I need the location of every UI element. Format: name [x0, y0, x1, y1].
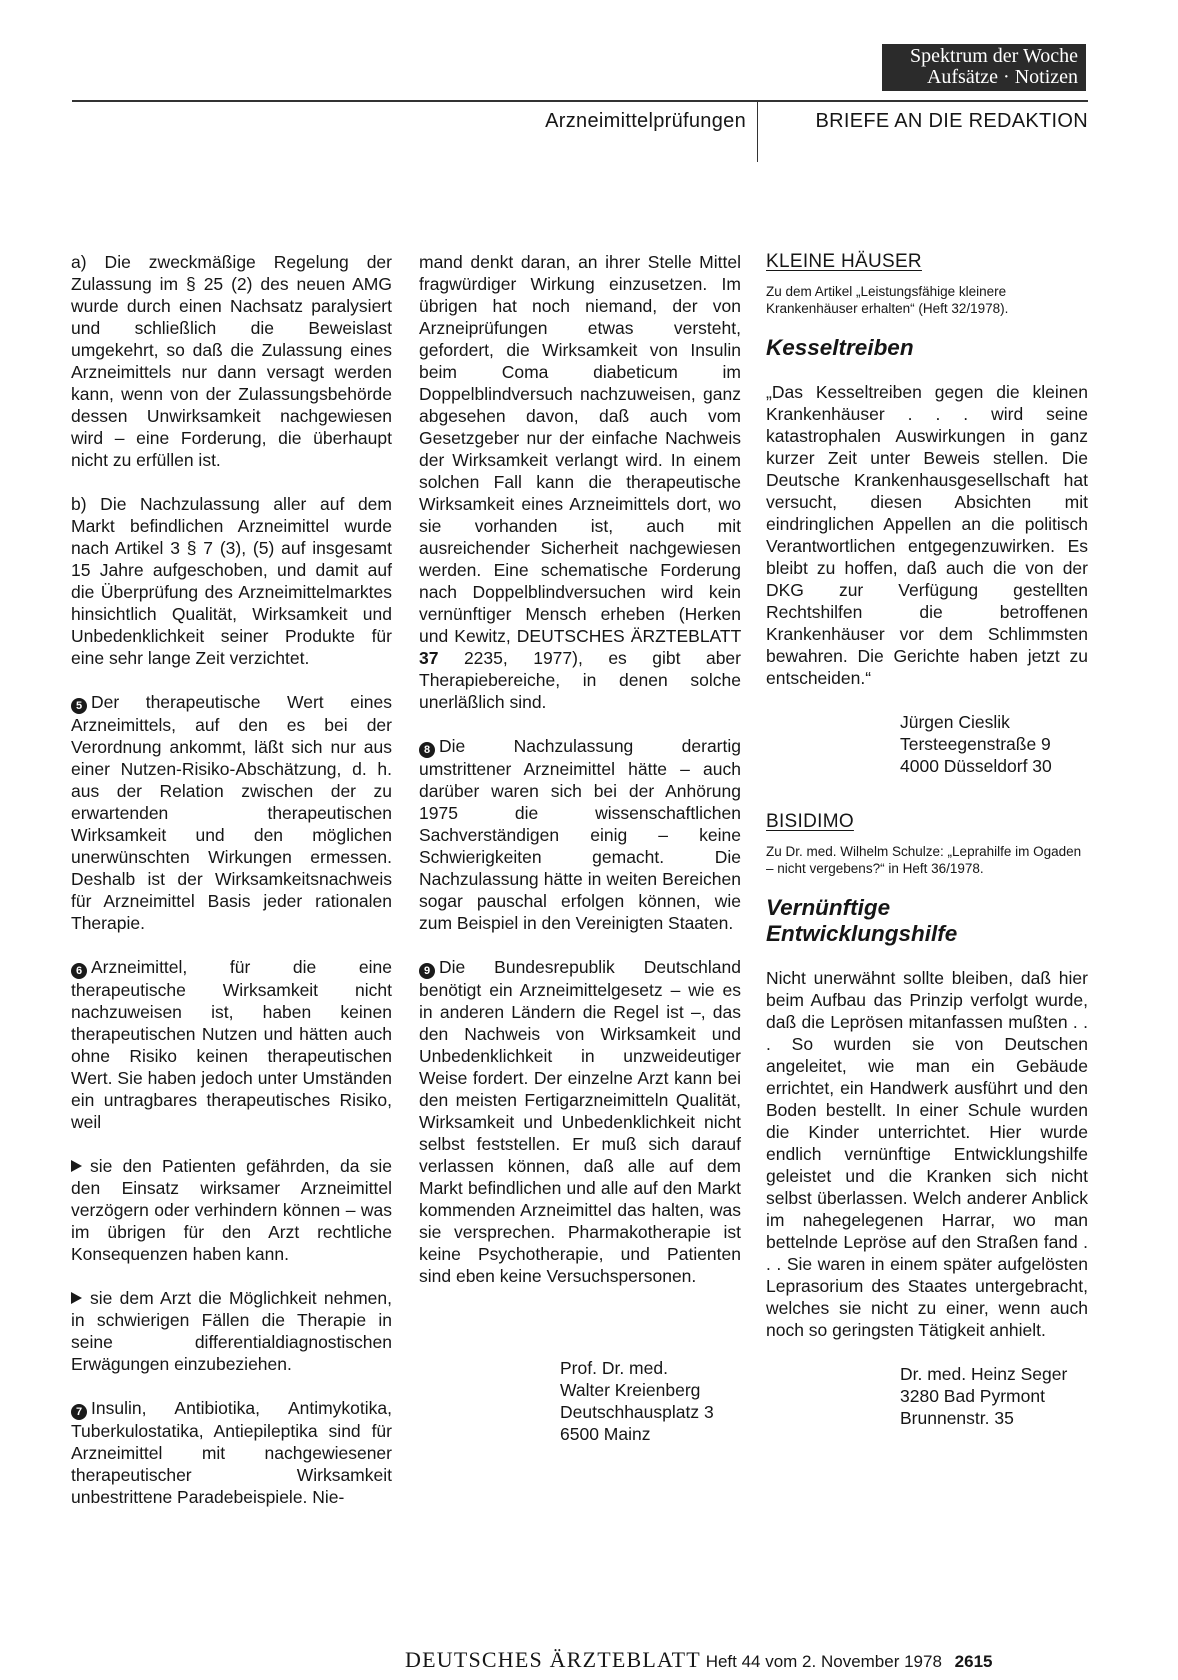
- triangle-bullet-icon: [71, 1292, 82, 1304]
- point-number-7: 7: [71, 1404, 87, 1420]
- point-number-5: 5: [71, 698, 87, 714]
- letter-body-1: „Das Kesseltreiben gegen die kleinen Krankenhäuser . . . wird seine katastrophalen Auswirkungen in ganz kurzer Zeit unter Beweis stellen. Die Deutsche Krankenhausgesellschaft hat versucht, diesen Absichten mit eindringlichen Appellen an die politisch Verantwortlichen entgegenzuwirken. Es bleibt zu hoffen, daß auch die von der DKG zur Verfügung gestellten Rechtshilfen die betroffenen Krankenhäuser vor dem Schlimmsten bewahren. Die Gerichte haben jetzt zu entscheiden.“: [766, 382, 1088, 688]
- header-rule: [72, 100, 1088, 102]
- letter-heading-2-line-1: Vernünftige: [766, 895, 891, 920]
- letter-reference-1: Zu dem Artikel „Leistungsfähige kleinere Krankenhäuser erhalten“ (Heft 32/1978).: [766, 284, 1009, 316]
- author-line: Tersteegenstraße 9: [900, 734, 1051, 754]
- point-number-8: 8: [419, 742, 435, 758]
- author-line: Jürgen Cieslik: [900, 712, 1010, 732]
- journal-name: DEUTSCHES ÄRZTEBLATT: [405, 1647, 701, 1672]
- letter-category-1: KLEINE HÄUSER: [766, 251, 922, 272]
- paragraph-5: [71, 691, 392, 934]
- letter-heading-2-line-2: Entwicklungshilfe: [766, 921, 958, 946]
- bullet-1: [71, 1155, 392, 1265]
- author-line: 4000 Düsseldorf 30: [900, 756, 1052, 776]
- letter-heading-2: [766, 895, 1088, 947]
- paragraph-8-text: Die Nachzulassung derartig umstrittener Arzneimittel hätte – auch darüber waren sich bei der Anhörung 1975 die wissenschaftlichen Sachverständigen einig – keine Schwierigkeiten gemacht. Die Nachzulassung hätte in weiten Bereichen sogar pauschal erfolgen können, wie zum Beispiel in den Vereinigten Staaten.: [419, 736, 741, 933]
- paragraph-continued: [419, 251, 741, 713]
- paragraph-5-text: Der therapeutische Wert eines Arzneimittels, auf den es bei der Verordnung ankommt, läßt sich nur aus einer Nutzen-Risiko-Abschätzung, d. h. aus der Relation zwischen der zu erwartenden therapeutischen Wirksamkeit und den möglichen unerwünschten Wirkungen ermessen. Deshalb ist der Wirksamkeitsnachweis für Arzneimittel Basis jeder rationalen Therapie.: [71, 692, 392, 933]
- letter-author-2: [900, 1363, 1088, 1429]
- letter-reference-2: Zu Dr. med. Wilhelm Schulze: „Leprahilfe im Ogaden – nicht vergebens?“ in Heft 36/1978.: [766, 844, 1082, 876]
- author-line: Prof. Dr. med.: [560, 1358, 668, 1378]
- author-line: Deutschhausplatz 3: [560, 1402, 714, 1422]
- badge-line-2: Aufsätze · Notizen: [926, 66, 1078, 88]
- paragraph-8: [419, 735, 741, 934]
- letter-author-1: [900, 711, 1088, 777]
- section-title-left: Arzneimittelprüfungen: [545, 110, 746, 132]
- paragraph-9-text: Die Bundesrepublik Deutschland benötigt ein Arzneimittelgesetz – wie es in anderen Ländern die Regel ist –, das den Nachweis von Wirksamkeit und Unbedenklichkeit in unzweideutiger Weise fordert. Der einzelne Arzt kann bei den meisten Fertigarzneimitteln Qualität, Wirksamkeit und Unbedenklichkeit nicht selbst feststellen. Er muß sich darauf verlassen können, daß alle auf dem Markt befindlichen und alle auf den Markt kommenden Arzneimittel das halten, was sie versprechen. Pharmakotherapie ist keine Psychotherapie, und Patienten sind eben keine Versuchspersonen.: [419, 957, 741, 1286]
- paragraph-a: a) Die zweckmäßige Regelung der Zulassung im § 25 (2) des neuen AMG wurde durch einen Nachsatz paralysiert und schließlich die Beweislast umgekehrt, so daß die Zulassung eines Arzneimittels nur dann versagt werden kann, wenn von der Zulassungsbehörde dessen Unwirksamkeit nachgewiesen wird – eine Forderung, die überhaupt nicht zu erfüllen ist.: [71, 252, 392, 470]
- section-title-right: BRIEFE AN DIE REDAKTION: [815, 110, 1088, 132]
- letter-category-2: BISIDIMO: [766, 811, 854, 832]
- badge-line-1: Spektrum der Woche: [910, 45, 1078, 67]
- letter-heading-1: Kesseltreiben: [766, 335, 914, 360]
- triangle-bullet-icon: [71, 1160, 82, 1172]
- paragraph-6: [71, 956, 392, 1133]
- volume-number: 37: [419, 648, 439, 668]
- author-line: Brunnenstr. 35: [900, 1408, 1014, 1428]
- paragraph-9: [419, 956, 741, 1287]
- column-2: [419, 251, 741, 1445]
- bullet-2: [71, 1287, 392, 1375]
- author-line: 3280 Bad Pyrmont: [900, 1386, 1045, 1406]
- author-line: Walter Kreienberg: [560, 1380, 701, 1400]
- point-number-6: 6: [71, 963, 87, 979]
- paragraph-b: b) Die Nachzulassung aller auf dem Markt befindlichen Arzneimittel wurde nach Artikel 3 § 7 (3), (5) auf insgesamt 15 Jahre aufgeschoben, und damit auf die Überprüfung des Arzneimittelmarktes hinsichtlich Qualität, Wirksamkeit und Unbedenklichkeit seiner Produkte für eine sehr lange Zeit verzichtet.: [71, 494, 392, 668]
- paragraph-6-text: Arzneimittel, für die eine therapeutische Wirksamkeit nicht nachzuweisen ist, haben keinen therapeutischen Nutzen und hätten auch ohne Risiko keinen therapeutischen Wert. Sie haben jedoch unter Umständen ein untragbares therapeutisches Risiko, weil: [71, 957, 392, 1132]
- bullet-2-text: sie dem Arzt die Möglichkeit nehmen, in schwierigen Fällen die Therapie in seine differentialdiagnostischen Erwägungen einzubeziehen.: [71, 1288, 392, 1374]
- author-address: [560, 1357, 741, 1445]
- author-line: 6500 Mainz: [560, 1424, 651, 1444]
- point-number-9: 9: [419, 963, 435, 979]
- page-footer: [405, 1647, 992, 1673]
- paragraph-continued-text: mand denkt daran, an ihrer Stelle Mittel fragwürdiger Wirkung einzusetzen. Im übrigen hat noch niemand, der von Arzneiprüfungen etwas versteht, gefordert, die Wirksamkeit von Insulin beim Coma diabeticum im Doppelblindversuch nachzuweisen, ganz abgesehen davon, daß auch vom Gesetzgeber nur der einfache Nachweis der Wirksamkeit verlangt wird. In einem solchen Fall kann die therapeutische Wirksamkeit eines Arzneimittels dort, wo sie vorhanden ist, auch mit ausreichender Sicherheit nachgewiesen werden. Eine schematische Forderung nach Doppelblindversuchen wird kein vernünftiger Mensch erheben (Herken und Kewitz, DEUTSCHES ÄRZTEBLATT: [419, 252, 741, 646]
- section-badge: [882, 44, 1086, 91]
- letter-body-2: Nicht unerwähnt sollte bleiben, daß hier beim Aufbau das Prinzip verfolgt wurde, daß die Leprösen mitanfassen mußten . . . So wurden sie von Deutschen angeleitet, wie man ein Gebäude errichtet, ein Handwerk ausführt und den Boden bestellt. In einer Schule wurden die Kinder unterrichtet. Hier wurde endlich vernünftige Entwicklungshilfe geleistet und die Kranken sich nicht selbst überlassen. Welch anderer Anblick im nahegelegenen Harrar, wo man bettelnde Lepröse auf den Straßen fand . . . Sie waren in einem später aufgelösten Leprasorium des Staates untergebracht, welches sie nicht zu einer, wenn auch noch so geringsten Tätigkeit anhielt.: [766, 968, 1088, 1340]
- column-1: [71, 251, 392, 1530]
- paragraph-7: [71, 1397, 392, 1508]
- column-3: [766, 251, 1088, 1429]
- bullet-1-text: sie den Patienten gefährden, da sie den Einsatz wirksamer Arzneimittel verzögern oder verhindern können – was im übrigen für den Arzt rechtliche Konsequenzen haben kann.: [71, 1156, 392, 1264]
- page-number: 2615: [954, 1652, 993, 1671]
- paragraph-continued-end: 2235, 1977), es gibt aber Therapiebereiche, in denen solche unerläßlich sind.: [419, 648, 741, 712]
- header-divider: [757, 100, 758, 162]
- author-line: Dr. med. Heinz Seger: [900, 1364, 1068, 1384]
- issue-info: Heft 44 vom 2. November 1978: [705, 1652, 942, 1671]
- paragraph-7-text: Insulin, Antibiotika, Antimykotika, Tuberkulostatika, Antiepileptika sind für Arzneimittel mit nachgewiesener therapeutischer Wirksamkeit unbestrittene Paradebeispiele. Nie-: [71, 1398, 392, 1507]
